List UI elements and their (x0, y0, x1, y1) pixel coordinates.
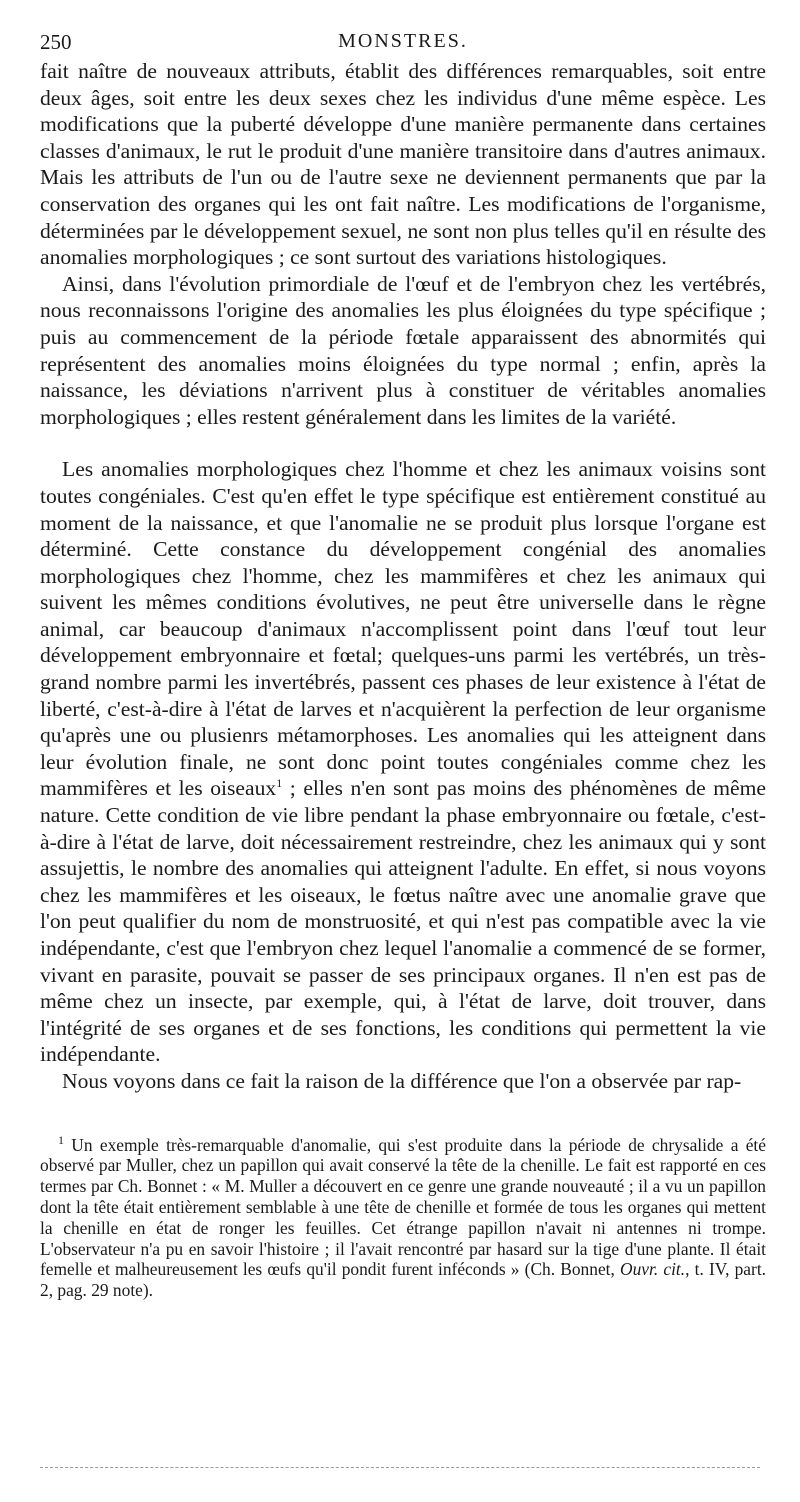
footnote-marker: 1 (58, 1132, 64, 1147)
paragraph-continued-next-page: Nous voyons dans ce fait la raison de la différence que l'on a observée par rap- (62, 1068, 742, 1093)
footnote-block (40, 1132, 766, 1301)
page-number: 250 (40, 30, 72, 54)
book-page (40, 28, 766, 1301)
footnote (40, 1132, 766, 1301)
paragraph-continuation: fait naître de nouveaux attributs, établit des différences remarquables, soit entre deux âges, soit entre les deux sexes chez les individus d'une même espèce. Les modifications que la puberté développe d'une manière permanente dans certaines classes d'animaux, le rut le produit d'une manière transitoire dans d'autres animaux. Mais les attributs de l'un ou de l'autre sexe ne deviennent permanents que par la conservation des organes qui les ont fait naître. Les modifications de l'organisme, déterminées par le développement sexuel, ne sont non plus telles qu'il en résulte des anomalies morphologiques ; ce sont surtout des variations histologiques. (40, 59, 766, 270)
paragraph-evolution-summary: Ainsi, dans l'évolution primordiale de l'œuf et de l'embryon chez les vertébrés, nous reconnaissons l'origine des anomalies les plus éloignées du type spécifique ; puis au commencement de la période fœtale apparaissent des abnormités qui représentent des anomalies moins éloignées du type normal ; enfin, après la naissance, les déviations n'arrivent plus à constituer de véritables anomalies morphologiques ; elles restent généralement dans les limites de la variété. (40, 271, 766, 429)
paragraph-congenital-anomalies (40, 456, 766, 1068)
footnote-text-part: Un exemple très-remarquable d'anomalie, qui s'est produite dans la période de chrysalide a été observé par Muller, chez un papillon qui avait conservé la tête de la chenille. Le fait est rapporté en ces termes par Ch. Bonnet : « M. Muller a découvert en ce genre une grande nouveauté ; il a vu un papillon dont la tête était entièrement semblable à une tête de chenille et formée de tous les organes qui mettent la chenille en état de ronger les feuilles. Cet étrange papillon n'avait ni antennes ni trompe. L'observateur n'a pu en savoir l'histoire ; il l'avait rencontré par hasard sur la tige d'une plante. Il était femelle et malheureusement les œufs qu'il pondit furent inféconds » (Ch. Bonnet, (40, 1134, 766, 1280)
footnote-text-part: , t. IV, part. 2, pag. 29 note). (40, 1259, 766, 1301)
running-title: MONSTRES. (338, 30, 468, 52)
footnote-reference[interactable]: 1 (276, 776, 283, 791)
bottom-rule (40, 1467, 760, 1468)
paragraph-text-part: Les anomalies morphologiques chez l'homme et chez les animaux voisins sont toutes congéniales. C'est qu'en effet le type spécifique est entièrement constitué au moment de la naissance, et que l'anomalie ne se produit plus lorsque l'organe est déterminé. Cette constance du développement congénial des anomalies morphologiques chez l'homme, chez les mammifères et chez les animaux qui suivent les mêmes conditions évolutives, ne peut être universelle dans le règne animal, car beaucoup d'animaux n'accomplissent point dans l'œuf tout leur développement embryonnaire et fœtal; quelques-uns parmi les vertébrés, un très-grand nombre parmi les invertébrés, passent ces phases de leur existence à l'état de liberté, c'est-à-dire à l'état de larves et n'acquièrent la perfection de leur organisme qu'après une ou plusienrs métamorphoses. Les anomalies qui les atteignent dans leur évolution finale, ne sont donc point toutes congéniales comme chez les mammifères et les oiseaux (40, 457, 766, 801)
paragraph-text-part: ; elles n'en sont pas moins des phénomènes de même nature. Cette condition de vie libre pendant la phase embryonnaire ou fœtale, c'est-à-dire à l'état de larve, doit nécessairement restreindre, chez les animaux qui y sont assujettis, le nombre des anomalies qui atteignent l'adulte. En effet, si nous voyons chez les mammifères et les oiseaux, le fœtus naître avec une anomalie grave que l'on peut qualifier du nom de monstruosité, et qui n'est pas compatible avec la vie indépendante, c'est que l'embryon chez lequel l'anomalie a commencé de se former, vivant en parasite, pouvait se passer de ses principaux organes. Il n'en est pas de même chez un insecte, par exemple, qui, à l'état de larve, doit trouver, dans l'intégrité de ses organes et de ses fonctions, les conditions qui permettent la vie indépendante. (40, 776, 767, 1067)
section-gap (40, 430, 766, 456)
footnote-cited-title: Ouvr. cit. (620, 1259, 686, 1280)
running-head (40, 28, 766, 58)
